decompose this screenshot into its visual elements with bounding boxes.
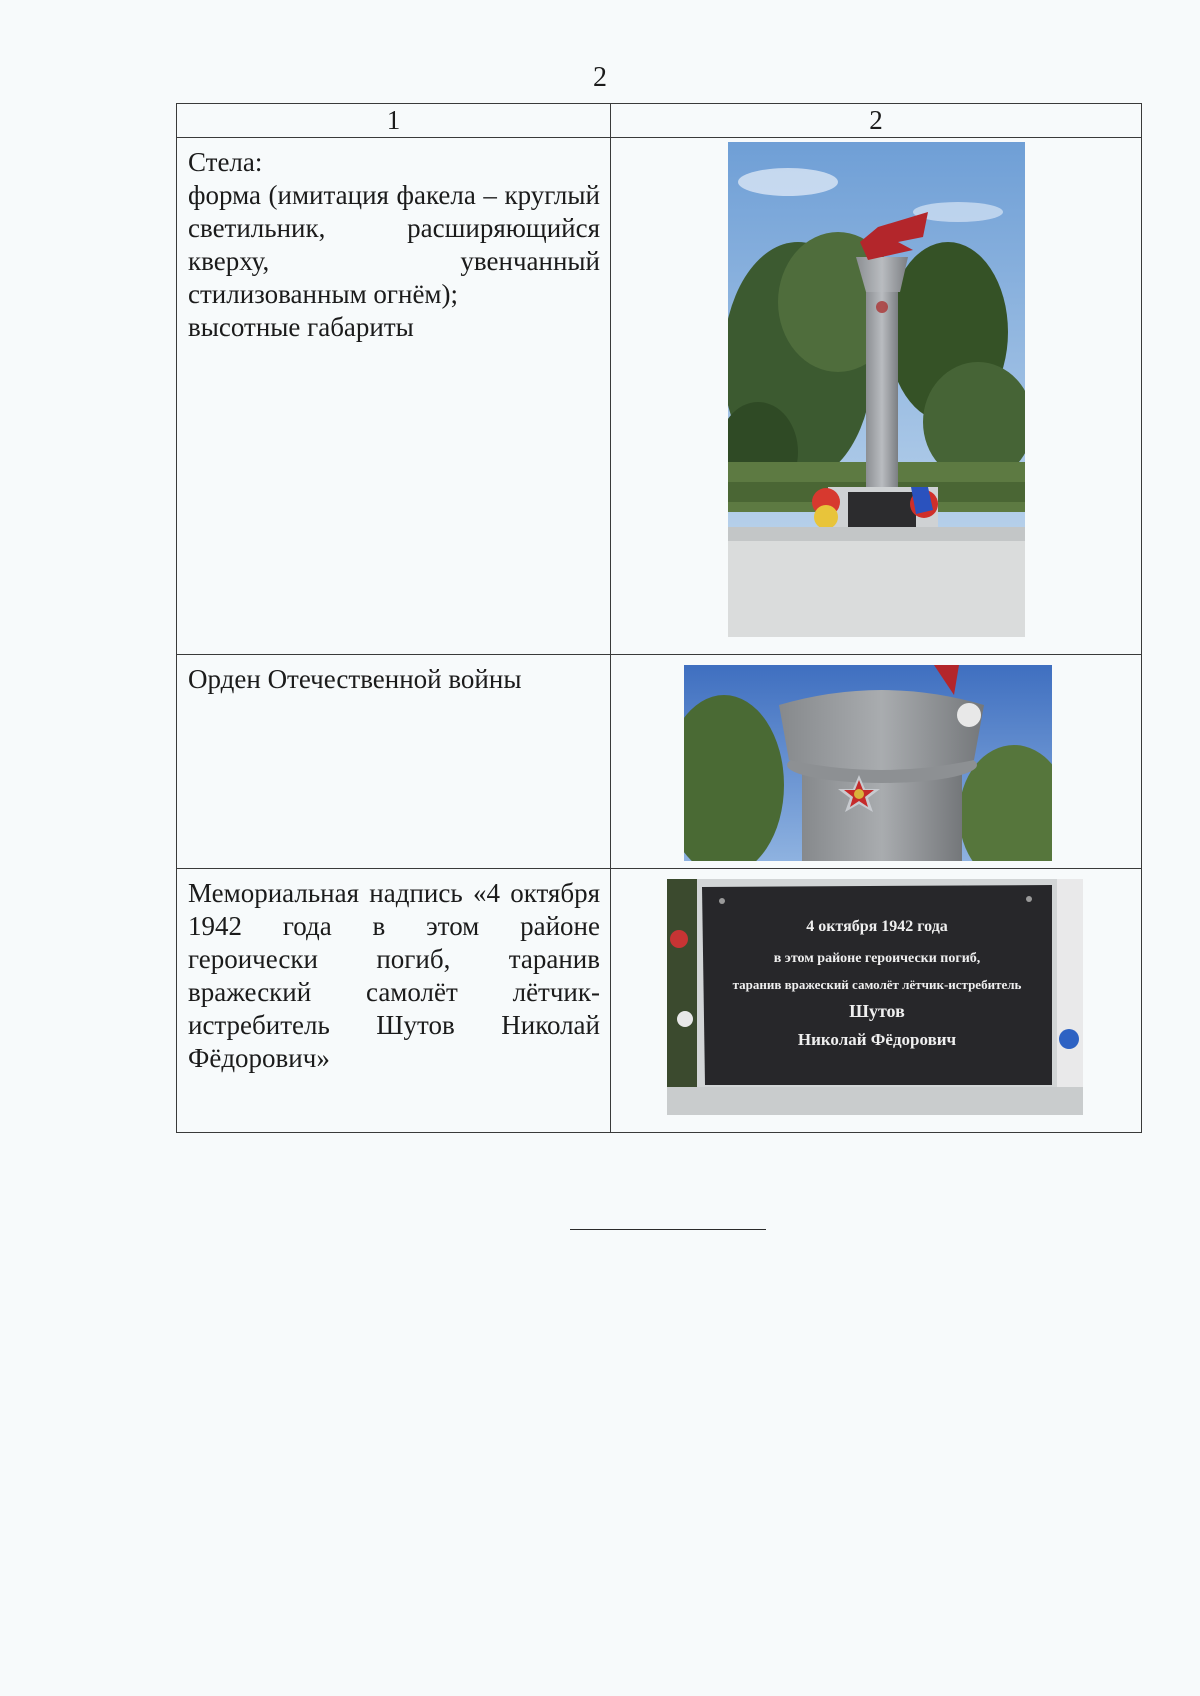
column-header-1: 1 [177, 104, 611, 138]
row3-inscription: Мемориальная надпись «4 октября 1942 года в этом районе героически погиб, таранив вражеский самолёт лётчик-истребитель Шутов Николай Фёдорович» [188, 878, 600, 1073]
end-rule [570, 1229, 766, 1230]
photo-cell [611, 869, 1142, 1133]
monument-table [176, 103, 1142, 1133]
table-row [177, 655, 1142, 869]
plaque-photo [667, 879, 1083, 1115]
photo-cell [611, 138, 1142, 655]
table-row [177, 138, 1142, 655]
row1-height: высотные габариты [188, 312, 414, 342]
table-header-row [177, 104, 1142, 138]
row2-title: Орден Отечественной войны [188, 664, 522, 694]
plaque-line-2: в этом районе героически погиб, [773, 951, 981, 966]
table-row [177, 869, 1142, 1133]
description-cell [177, 869, 611, 1133]
photo-cell [611, 655, 1142, 869]
plaque-line-4: Шутов [849, 1001, 905, 1021]
plaque-line-3: таранив вражеский самолёт лётчик-истребитель [732, 977, 1022, 992]
column-header-2: 2 [611, 104, 1142, 138]
row1-form-description: форма (имитация факела – круглый светильник, расширяющийся кверху, увенчанный стилизованным огнём); [188, 180, 600, 309]
description-cell [177, 138, 611, 655]
row1-title: Стела: [188, 147, 263, 177]
page-number: 2 [593, 62, 607, 93]
order-photo [684, 665, 1052, 861]
plaque-line-5: Николай Фёдорович [797, 1030, 957, 1049]
stele-photo [728, 142, 1025, 637]
plaque-line-1: 4 октября 1942 года [806, 918, 948, 935]
description-cell [177, 655, 611, 869]
